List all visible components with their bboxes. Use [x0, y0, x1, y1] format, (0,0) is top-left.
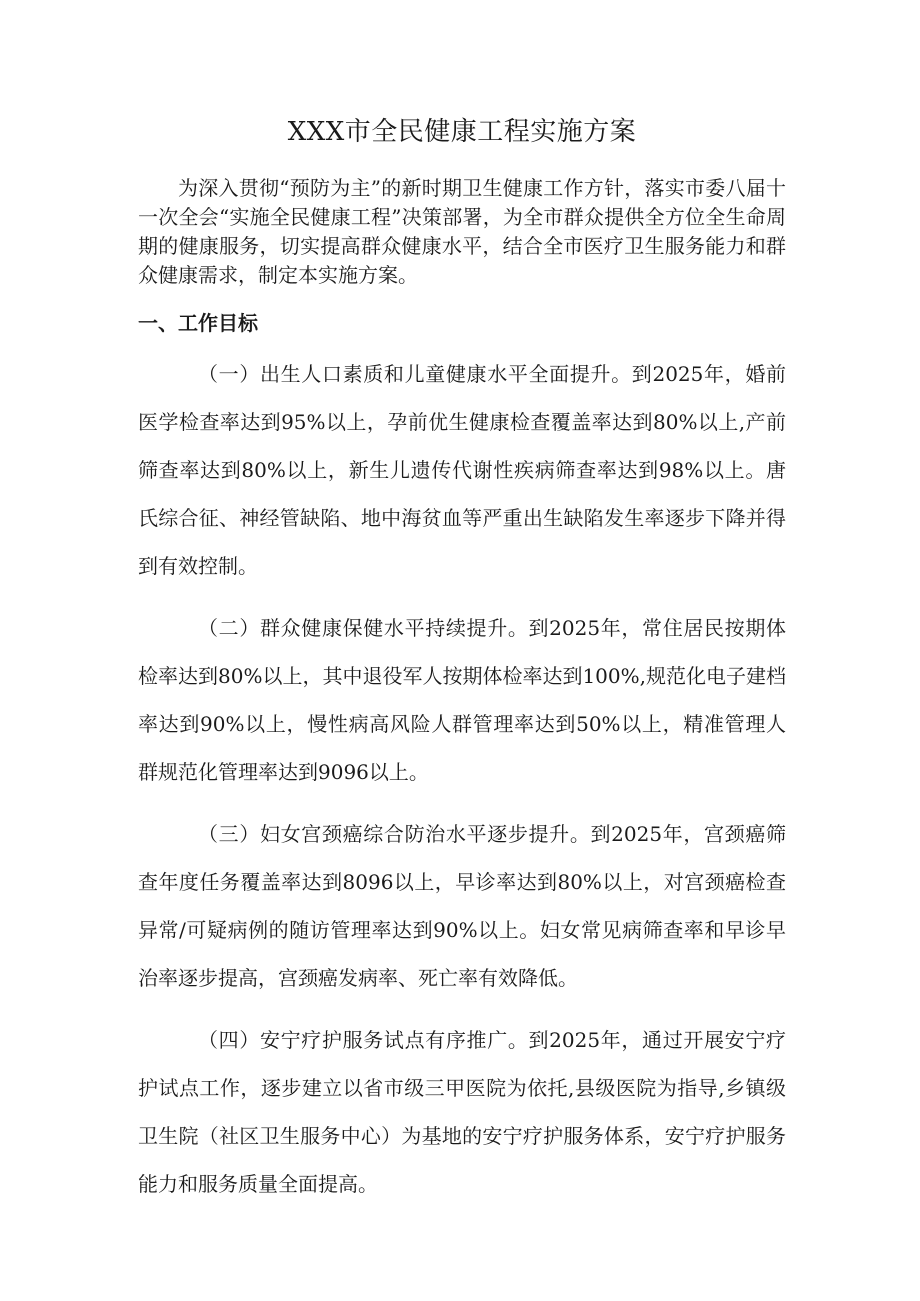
section-heading: 一、工作目标 — [138, 311, 258, 335]
goal-paragraph-1: （一）出生人口素质和儿童健康水平全面提升。到2025年，婚前医学检查率达到95%以上，孕前优生健康检查覆盖率达到80%以上,产前筛查率达到80%以上，新生儿遗传代谢性疾病筛查率达到98%以上。唐氏综合征、神经管缺陷、地中海贫血等严重出生缺陷发生率逐步下降并得到有效控制。 — [138, 362, 786, 578]
goal-paragraph-4: （四）安宁疗护服务试点有序推广。到2025年，通过开展安宁疗护试点工作，逐步建立以省市级三甲医院为依托,县级医院为指导,乡镇级卫生院（社区卫生服务中心）为基地的安宁疗护服务体系，安宁疗护服务能力和服务质量全面提高。 — [138, 1028, 786, 1196]
goal-paragraph-2: （二）群众健康保健水平持续提升。到2025年，常住居民按期体检率达到80%以上，其中退役军人按期体检率达到100%,规范化电子建档率达到90%以上，慢性病高风险人群管理率达到50%以上，精准管理人群规范化管理率达到9096以上。 — [138, 616, 786, 784]
goal-paragraph-3: （三）妇女宫颈癌综合防治水平逐步提升。到2025年，宫颈癌筛查年度任务覆盖率达到8096以上，早诊率达到80%以上，对宫颈癌检查异常/可疑病例的随访管理率达到90%以上。妇女常见病筛查率和早诊早治率逐步提高，宫颈癌发病率、死亡率有效降低。 — [138, 822, 786, 990]
document-page — [138, 112, 786, 1222]
document-title: XXX市全民健康工程实施方案 — [287, 117, 637, 147]
intro-paragraph: 为深入贯彻“预防为主”的新时期卫生健康工作方针，落实市委八届十一次全会“实施全民健康工程”决策部署，为全市群众提供全方位全生命周期的健康服务，切实提高群众健康水平，结合全市医疗卫生服务能力和群众健康需求，制定本实施方案。 — [138, 176, 786, 287]
